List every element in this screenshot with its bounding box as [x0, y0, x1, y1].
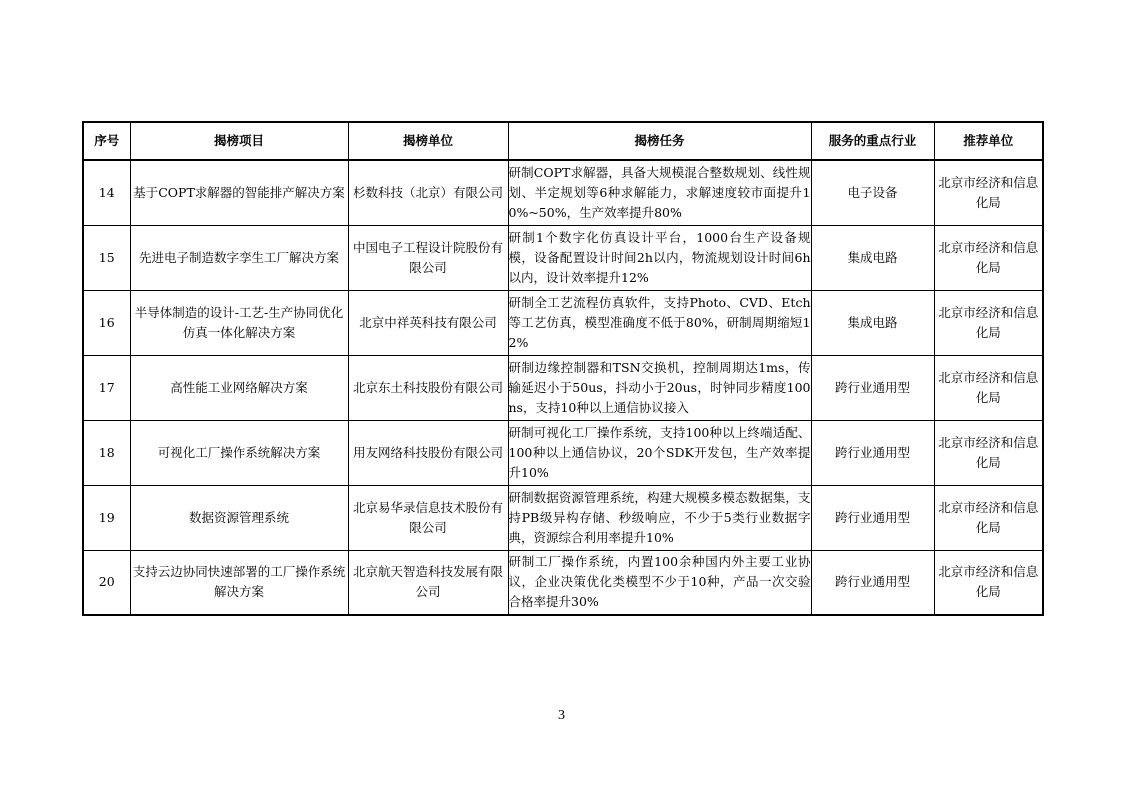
row-task: 研制边缘控制器和TSN交换机，控制周期达1ms，传输延迟小于50us，抖动小于20us，时钟同步精度100ns，支持10种以上通信协议接入: [508, 355, 811, 420]
header-recommender: 推荐单位: [934, 122, 1043, 160]
row-unit: 北京东土科技股份有限公司: [348, 355, 508, 420]
row-industry: 跨行业通用型: [811, 485, 934, 550]
row-number: 20: [83, 550, 130, 615]
row-recommender: 北京市经济和信息化局: [934, 225, 1043, 290]
row-project: 半导体制造的设计-工艺-生产协同优化仿真一体化解决方案: [130, 290, 348, 355]
header-row: [83, 122, 1043, 160]
row-number: 19: [83, 485, 130, 550]
row-industry: 电子设备: [811, 160, 934, 225]
row-project: 先进电子制造数字孪生工厂解决方案: [130, 225, 348, 290]
row-unit: 北京航天智造科技发展有限公司: [348, 550, 508, 615]
row-project: 基于COPT求解器的智能排产解决方案: [130, 160, 348, 225]
row-recommender: 北京市经济和信息化局: [934, 160, 1043, 225]
row-number: 15: [83, 225, 130, 290]
table-row: [83, 290, 1043, 355]
row-task: 研制可视化工厂操作系统，支持100种以上终端适配、100种以上通信协议，20个SDK开发包，生产效率提升10%: [508, 420, 811, 485]
row-unit: 用友网络科技股份有限公司: [348, 420, 508, 485]
row-project: 可视化工厂操作系统解决方案: [130, 420, 348, 485]
header-no: 序号: [83, 122, 130, 160]
row-unit: 杉数科技（北京）有限公司: [348, 160, 508, 225]
row-task: 研制全工艺流程仿真软件，支持Photo、CVD、Etch等工艺仿真，模型准确度不低于80%，研制周期缩短12%: [508, 290, 811, 355]
row-task: 研制工厂操作系统，内置100余种国内外主要工业协议，企业决策优化类模型不少于10种，产品一次交验合格率提升30%: [508, 550, 811, 615]
row-recommender: 北京市经济和信息化局: [934, 550, 1043, 615]
row-number: 16: [83, 290, 130, 355]
header-project: 揭榜项目: [130, 122, 348, 160]
row-recommender: 北京市经济和信息化局: [934, 290, 1043, 355]
table-row: [83, 160, 1043, 225]
row-unit: 北京中祥英科技有限公司: [348, 290, 508, 355]
row-industry: 跨行业通用型: [811, 420, 934, 485]
table-row: [83, 485, 1043, 550]
header-industry: 服务的重点行业: [811, 122, 934, 160]
row-task: 研制1个数字化仿真设计平台，1000台生产设备规模，设备配置设计时间2h以内，物流规划设计时间6h以内，设计效率提升12%: [508, 225, 811, 290]
table-row: [83, 420, 1043, 485]
row-recommender: 北京市经济和信息化局: [934, 485, 1043, 550]
row-unit: 中国电子工程设计院股份有限公司: [348, 225, 508, 290]
page-number: 3: [558, 708, 565, 723]
row-task: 研制COPT求解器，具备大规模混合整数规划、线性规划、半定规划等6种求解能力，求解速度较市面提升10%~50%，生产效率提升80%: [508, 160, 811, 225]
row-project: 支持云边协同快速部署的工厂操作系统解决方案: [130, 550, 348, 615]
row-project: 高性能工业网络解决方案: [130, 355, 348, 420]
tasks-table: [82, 121, 1044, 616]
header-task: 揭榜任务: [508, 122, 811, 160]
table-row: [83, 355, 1043, 420]
row-industry: 跨行业通用型: [811, 355, 934, 420]
row-unit: 北京易华录信息技术股份有限公司: [348, 485, 508, 550]
header-unit: 揭榜单位: [348, 122, 508, 160]
row-industry: 跨行业通用型: [811, 550, 934, 615]
row-number: 14: [83, 160, 130, 225]
row-recommender: 北京市经济和信息化局: [934, 355, 1043, 420]
row-number: 18: [83, 420, 130, 485]
row-industry: 集成电路: [811, 290, 934, 355]
row-number: 17: [83, 355, 130, 420]
row-industry: 集成电路: [811, 225, 934, 290]
row-recommender: 北京市经济和信息化局: [934, 420, 1043, 485]
row-project: 数据资源管理系统: [130, 485, 348, 550]
table-row: [83, 550, 1043, 615]
table-row: [83, 225, 1043, 290]
row-task: 研制数据资源管理系统，构建大规模多模态数据集，支持PB级异构存储、秒级响应，不少于5类行业数据字典，资源综合利用率提升10%: [508, 485, 811, 550]
